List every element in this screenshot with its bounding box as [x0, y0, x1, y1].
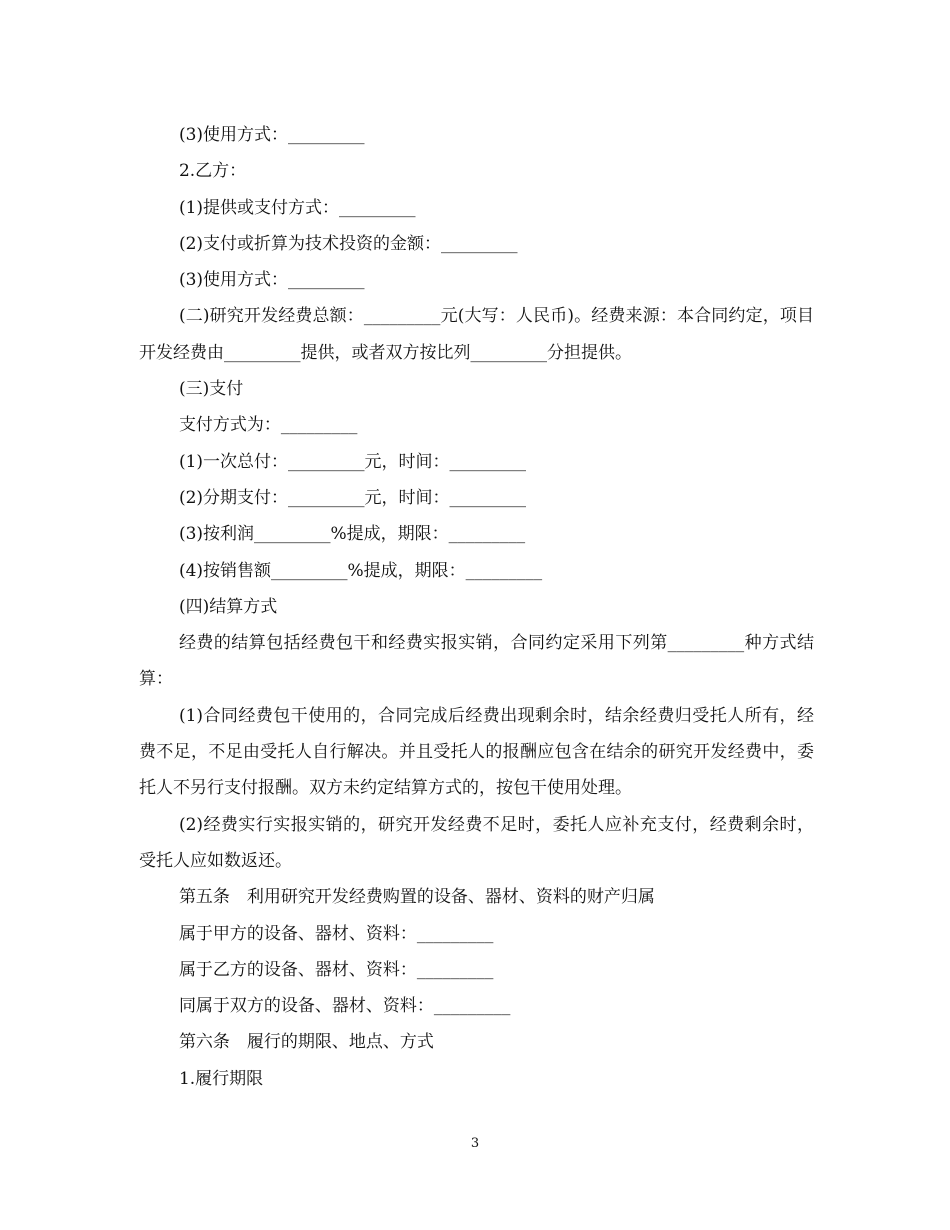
article-heading: 第六条 履行的期限、地点、方式: [178, 1032, 434, 1053]
paragraph: 支付方式为：_________: [178, 415, 358, 436]
paragraph: 1.履行期限: [178, 1068, 264, 1089]
document-body: [139, 117, 814, 1097]
article-heading: 第五条 利用研究开发经费购置的设备、器材、资料的财产归属: [178, 887, 655, 908]
paragraph: (2)经费实行实报实销的，研究开发经费不足时，委托人应补充支付，经费剩余时，受托人应如数返还。: [139, 814, 814, 871]
paragraph: (3)按利润_________%提成，期限：_________: [178, 524, 526, 545]
paragraph: (3)使用方式：_________: [178, 270, 365, 291]
paragraph: (二)研究开发经费总额：_________元(大写：人民币)。经费来源：本合同约定，项目开发经费由_________提供，或者双方按比列_________分担提供。: [139, 306, 814, 363]
page-number: 3: [470, 1136, 480, 1151]
section-heading: (四)结算方式: [178, 596, 278, 617]
paragraph: (4)按销售额_________%提成，期限：_________: [178, 560, 543, 581]
paragraph: 属于甲方的设备、器材、资料：_________: [178, 923, 494, 944]
paragraph: (3)使用方式：_________: [178, 125, 365, 145]
paragraph: 属于乙方的设备、器材、资料：_________: [178, 959, 494, 980]
paragraph: (1)合同经费包干使用的，合同完成后经费出现剩余时，结余经费归受托人所有，经费不足，不足由受托人自行解决。并且受托人的报酬应包含在结余的研究开发经费中，委托人不另行支付报酬。双方未约定结算方式的，按包干使用处理。: [139, 705, 814, 799]
paragraph: (1)提供或支付方式：_________: [178, 197, 416, 218]
paragraph: (2)支付或折算为技术投资的金额：_________: [178, 233, 518, 254]
paragraph: (2)分期支付：_________元，时间：_________: [178, 487, 527, 508]
paragraph: (1)一次总付：_________元，时间：_________: [178, 451, 527, 472]
paragraph: 同属于双方的设备、器材、资料：_________: [178, 996, 511, 1017]
section-heading: (三)支付: [178, 379, 244, 400]
paragraph: 经费的结算包括经费包干和经费实报实销，合同约定采用下列第_________种方式结算：: [139, 633, 814, 690]
paragraph: 2.乙方：: [178, 161, 247, 182]
